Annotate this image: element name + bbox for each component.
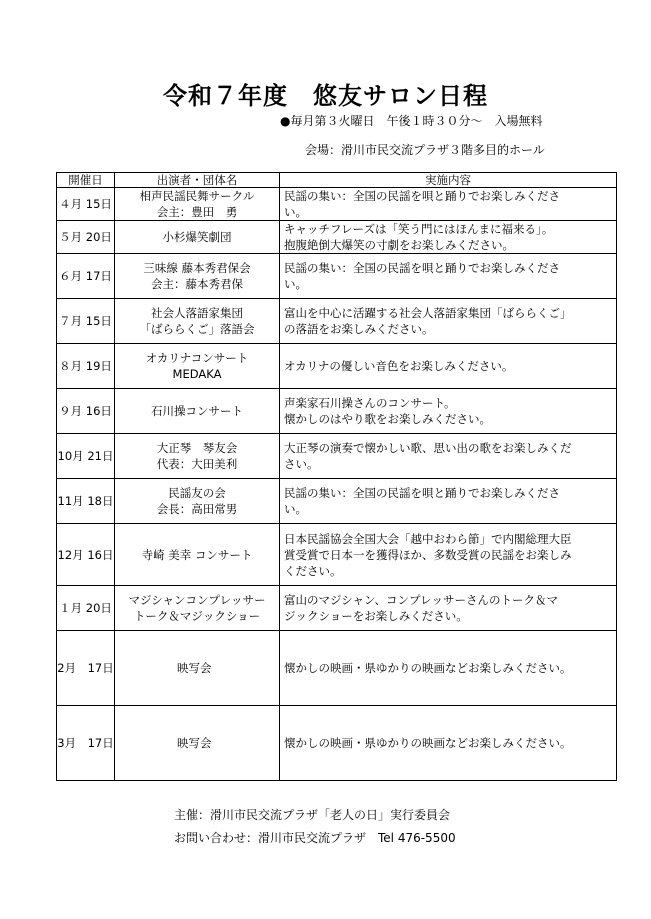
contact: お問い合わせ：滑川市民交流プラザ Tel 476-5500 xyxy=(174,831,456,845)
content-line: キャッチフレーズは「笑う門にはほんまに福来る」。 xyxy=(284,222,554,236)
row-content xyxy=(280,389,617,434)
row-content xyxy=(280,434,617,479)
performer-line: 会長：高田常男 xyxy=(156,502,238,516)
performer-line: 会主：豊田 勇 xyxy=(156,205,238,219)
performer-line: 代表：大田美利 xyxy=(156,457,238,471)
row-content xyxy=(280,254,617,299)
performer-line: MEDAKA xyxy=(172,367,222,381)
row-performer xyxy=(115,344,280,389)
row-content xyxy=(280,524,617,586)
page-title: 令和７年度 悠友サロン日程 xyxy=(163,82,488,110)
row-performer xyxy=(115,524,280,586)
row-performer xyxy=(115,299,280,344)
organizer: 主催：滑川市民交流プラザ「老人の日」実行委員会 xyxy=(174,808,451,822)
row-content xyxy=(280,479,617,524)
content-line: い。 xyxy=(284,502,307,516)
content-line: 民謡の集い：全国の民謡を唄と踊りでお楽しみくださ xyxy=(284,261,560,275)
row-date: 12月 16日 xyxy=(57,524,115,586)
content-line: ジックショーをお楽しみください。 xyxy=(284,609,468,623)
performer-line: 小杉爆笑劇団 xyxy=(162,230,232,244)
table-row xyxy=(57,479,617,524)
header-content: 実施内容 xyxy=(280,173,617,188)
row-date: 2月 17日 xyxy=(57,631,115,706)
header-performer: 出演者・団体名 xyxy=(115,173,280,188)
performer-line: 相声民謡民舞サークル xyxy=(139,189,255,203)
table-row xyxy=(57,389,617,434)
row-date: ６月 17日 xyxy=(57,254,115,299)
content-line: い。 xyxy=(284,205,307,219)
row-date: ９月 16日 xyxy=(57,389,115,434)
table-row xyxy=(57,254,617,299)
row-date: ８月 19日 xyxy=(57,344,115,389)
table-header-row xyxy=(57,173,617,188)
row-date: ５月 20日 xyxy=(57,221,115,254)
row-content xyxy=(280,631,617,706)
content-line: 富山のマジシャン、コンプレッサーさんのトーク＆マ xyxy=(284,593,558,607)
performer-line: オカリナコンサート xyxy=(145,351,249,365)
row-content xyxy=(280,221,617,254)
content-line: の落語をお楽しみください。 xyxy=(284,322,434,336)
row-performer xyxy=(115,586,280,631)
row-performer xyxy=(115,221,280,254)
row-content xyxy=(280,299,617,344)
row-performer xyxy=(115,434,280,479)
content-line: ください。 xyxy=(284,563,342,578)
schedule-table xyxy=(56,172,617,781)
row-performer xyxy=(115,706,280,781)
table-row xyxy=(57,631,617,706)
content-line: 賞受賞で日本一を獲得ほか、多数受賞の民謡をお楽しみ xyxy=(284,547,572,562)
row-date: 11月 18日 xyxy=(57,479,115,524)
table-row xyxy=(57,188,617,221)
row-date: 3月 17日 xyxy=(57,706,115,781)
row-content xyxy=(280,344,617,389)
content-line: 富山を中心に活躍する社会人落語家集団「ばららくご」 xyxy=(284,306,572,320)
content-line: さい。 xyxy=(284,457,319,471)
performer-line: 寺崎 美幸 コンサート xyxy=(141,547,253,562)
table-row xyxy=(57,586,617,631)
row-date: 10月 21日 xyxy=(57,434,115,479)
row-content xyxy=(280,706,617,781)
performer-line: 会主：藤本秀君保 xyxy=(151,277,243,291)
table-row xyxy=(57,706,617,781)
table-row xyxy=(57,221,617,254)
content-line: 懐かしの映画・県ゆかりの映画などお楽しみください。 xyxy=(284,736,572,750)
content-line: い。 xyxy=(284,277,307,291)
row-content xyxy=(280,188,617,221)
header-date: 開催日 xyxy=(57,173,115,188)
row-performer xyxy=(115,631,280,706)
table-row xyxy=(57,524,617,586)
performer-line: 石川操コンサート xyxy=(151,404,243,418)
performer-line: 映写会 xyxy=(177,661,212,675)
table-row xyxy=(57,434,617,479)
content-line: 声楽家石川操さんのコンサート。 xyxy=(284,396,456,410)
row-date: ４月 15日 xyxy=(57,188,115,221)
row-performer xyxy=(115,389,280,434)
content-line: 大正琴の演奏で懐かしい歌、思い出の歌をお楽しみくだ xyxy=(284,441,572,455)
row-performer xyxy=(115,479,280,524)
content-line: オカリナの優しい音色をお楽しみください。 xyxy=(284,359,514,373)
performer-line: 民謡友の会 xyxy=(168,486,226,500)
content-line: 抱腹絶倒大爆笑の寸劇をお楽しみください。 xyxy=(284,238,514,252)
schedule-note: ●毎月第３火曜日 午後１時３０分～ 入場無料 xyxy=(280,114,543,128)
table-row xyxy=(57,299,617,344)
performer-line: トーク＆マジックショー xyxy=(133,609,261,623)
content-line: 民謡の集い：全国の民謡を唄と踊りでお楽しみくださ xyxy=(284,486,560,500)
performer-line: 三味線 藤本秀君保会 xyxy=(143,261,251,275)
table-row xyxy=(57,344,617,389)
venue: 会場：滑川市民交流プラザ３階多目的ホール xyxy=(305,143,545,157)
performer-line: 大正琴 琴友会 xyxy=(156,441,238,455)
performer-line: マジシャンコンプレッサー xyxy=(128,593,266,607)
performer-line: 映写会 xyxy=(177,736,212,750)
row-content xyxy=(280,586,617,631)
content-line: 民謡の集い：全国の民謡を唄と踊りでお楽しみくださ xyxy=(284,189,560,203)
row-performer xyxy=(115,254,280,299)
performer-line: 「ばららくご」落語会 xyxy=(139,322,255,336)
performer-line: 社会人落語家集団 xyxy=(151,306,243,320)
row-performer xyxy=(115,188,280,221)
row-date: １月 20日 xyxy=(57,586,115,631)
content-line: 日本民謡協会全国大会「越中おわら節」で内閣総理大臣 xyxy=(284,531,572,546)
row-date: ７月 15日 xyxy=(57,299,115,344)
content-line: 懐かしの映画・県ゆかりの映画などお楽しみください。 xyxy=(284,661,572,675)
content-line: 懐かしのはやり歌をお楽しみください。 xyxy=(284,412,491,426)
